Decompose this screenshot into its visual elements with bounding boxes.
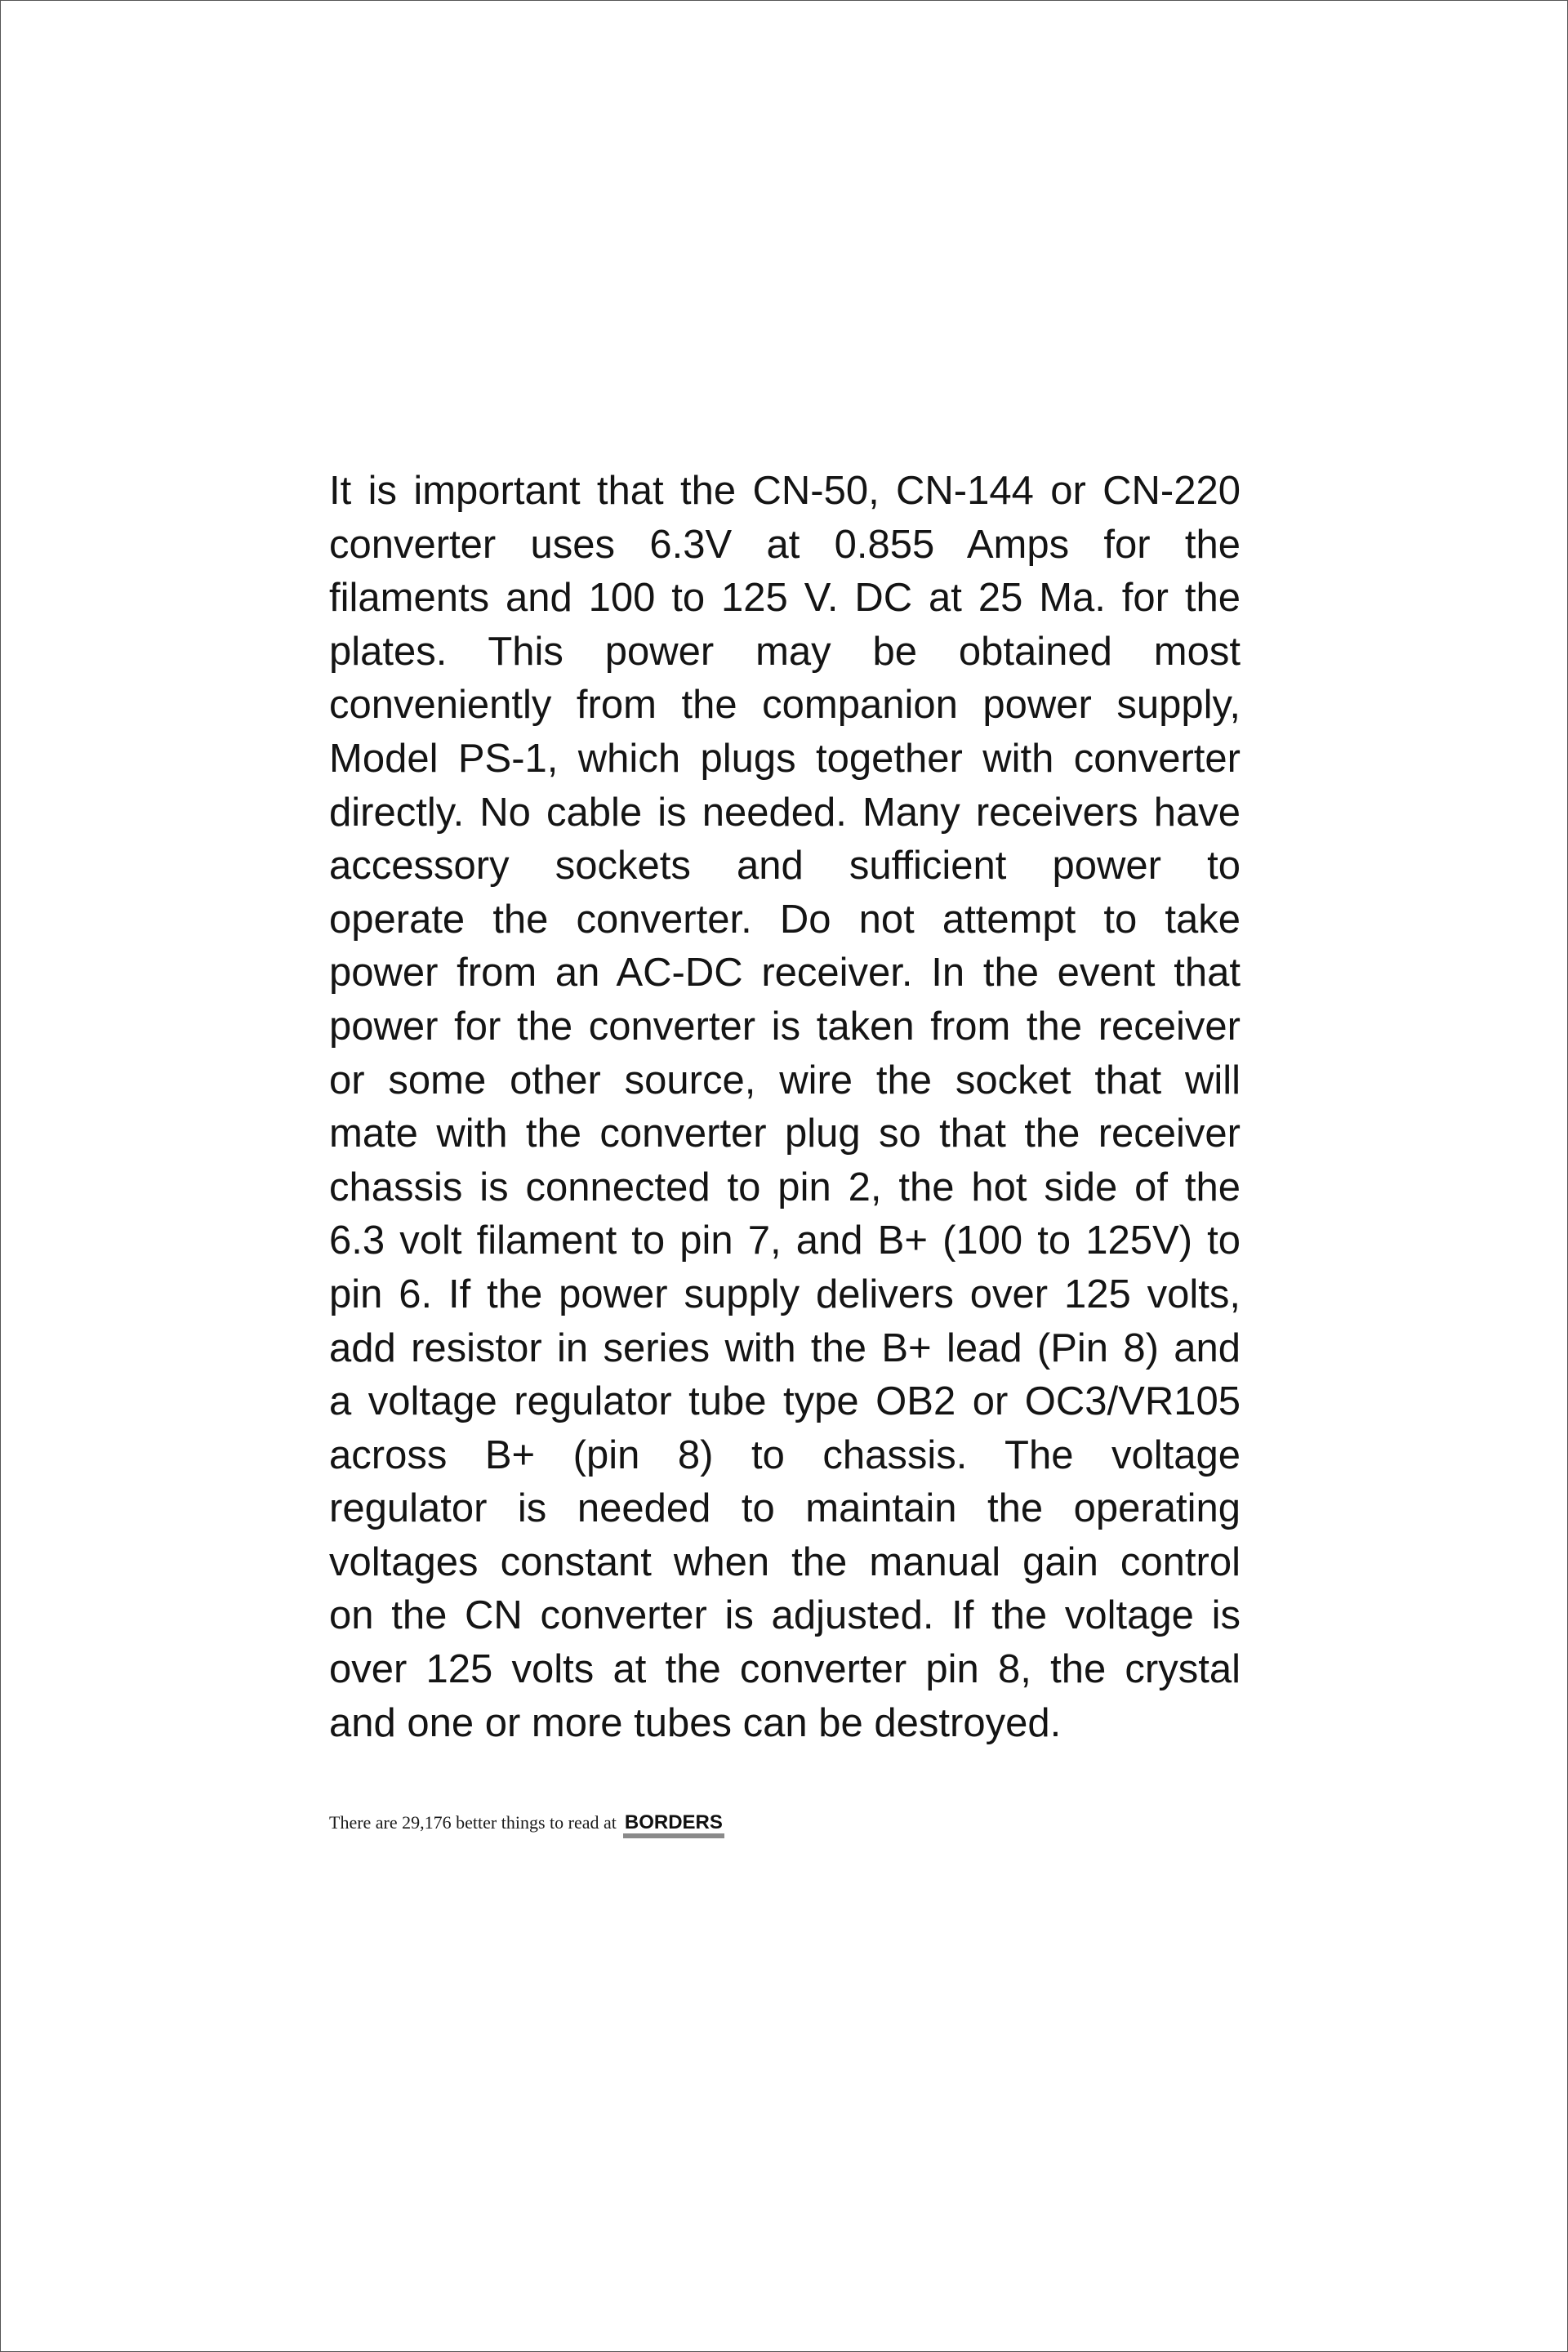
paragraph-line: chassis is connected to pin 2, the hot side of the <box>329 1165 1241 1209</box>
paragraph-line: conveniently from the companion power supply, <box>329 683 1241 728</box>
footer-text: There are 29,176 better things to read at <box>329 1812 617 1833</box>
paragraph-line: mate with the converter plug so that the receiver <box>329 1111 1241 1156</box>
paragraph-line: regulator is needed to maintain the operating <box>329 1486 1241 1531</box>
paragraph-line: power from an AC-DC receiver. In the event that <box>329 951 1241 996</box>
paragraph-line: operate the converter. Do not attempt to take <box>329 897 1241 942</box>
paragraph-line: a voltage regulator tube type OB2 or OC3/VR105 <box>329 1379 1241 1424</box>
body-paragraph <box>329 465 1241 1750</box>
paragraph-line: plates. This power may be obtained most <box>329 629 1241 674</box>
paragraph-line: converter uses 6.3V at 0.855 Amps for the <box>329 522 1241 567</box>
borders-logo: BORDERS <box>623 1812 724 1838</box>
paragraph-line: power for the converter is taken from the receiver <box>329 1004 1241 1049</box>
paragraph-line: 6.3 volt filament to pin 7, and B+ (100 to 125V) to <box>329 1218 1241 1263</box>
paragraph-line: and one or more tubes can be destroyed. <box>329 1700 1062 1745</box>
paragraph-line: Model PS-1, which plugs together with converter <box>329 736 1241 781</box>
paragraph-line: voltages constant when the manual gain control <box>329 1539 1241 1584</box>
paragraph-line: It is important that the CN-50, CN-144 or CN-220 <box>329 469 1241 513</box>
footer-advertisement <box>329 1812 724 1838</box>
paragraph-line: accessory sockets and sufficient power to <box>329 844 1241 889</box>
paragraph-line: pin 6. If the power supply delivers over 125 volts, <box>329 1272 1241 1316</box>
paragraph-line: over 125 volts at the converter pin 8, the crystal <box>329 1647 1241 1692</box>
paragraph-line: add resistor in series with the B+ lead (Pin 8) and <box>329 1325 1241 1370</box>
paragraph-line: across B+ (pin 8) to chassis. The voltage <box>329 1432 1241 1477</box>
paragraph-line: or some other source, wire the socket that will <box>329 1058 1241 1102</box>
paragraph-line: on the CN converter is adjusted. If the voltage is <box>329 1593 1241 1638</box>
paragraph-line: directly. No cable is needed. Many receivers have <box>329 790 1241 835</box>
paragraph-line: filaments and 100 to 125 V. DC at 25 Ma. for the <box>329 576 1241 621</box>
